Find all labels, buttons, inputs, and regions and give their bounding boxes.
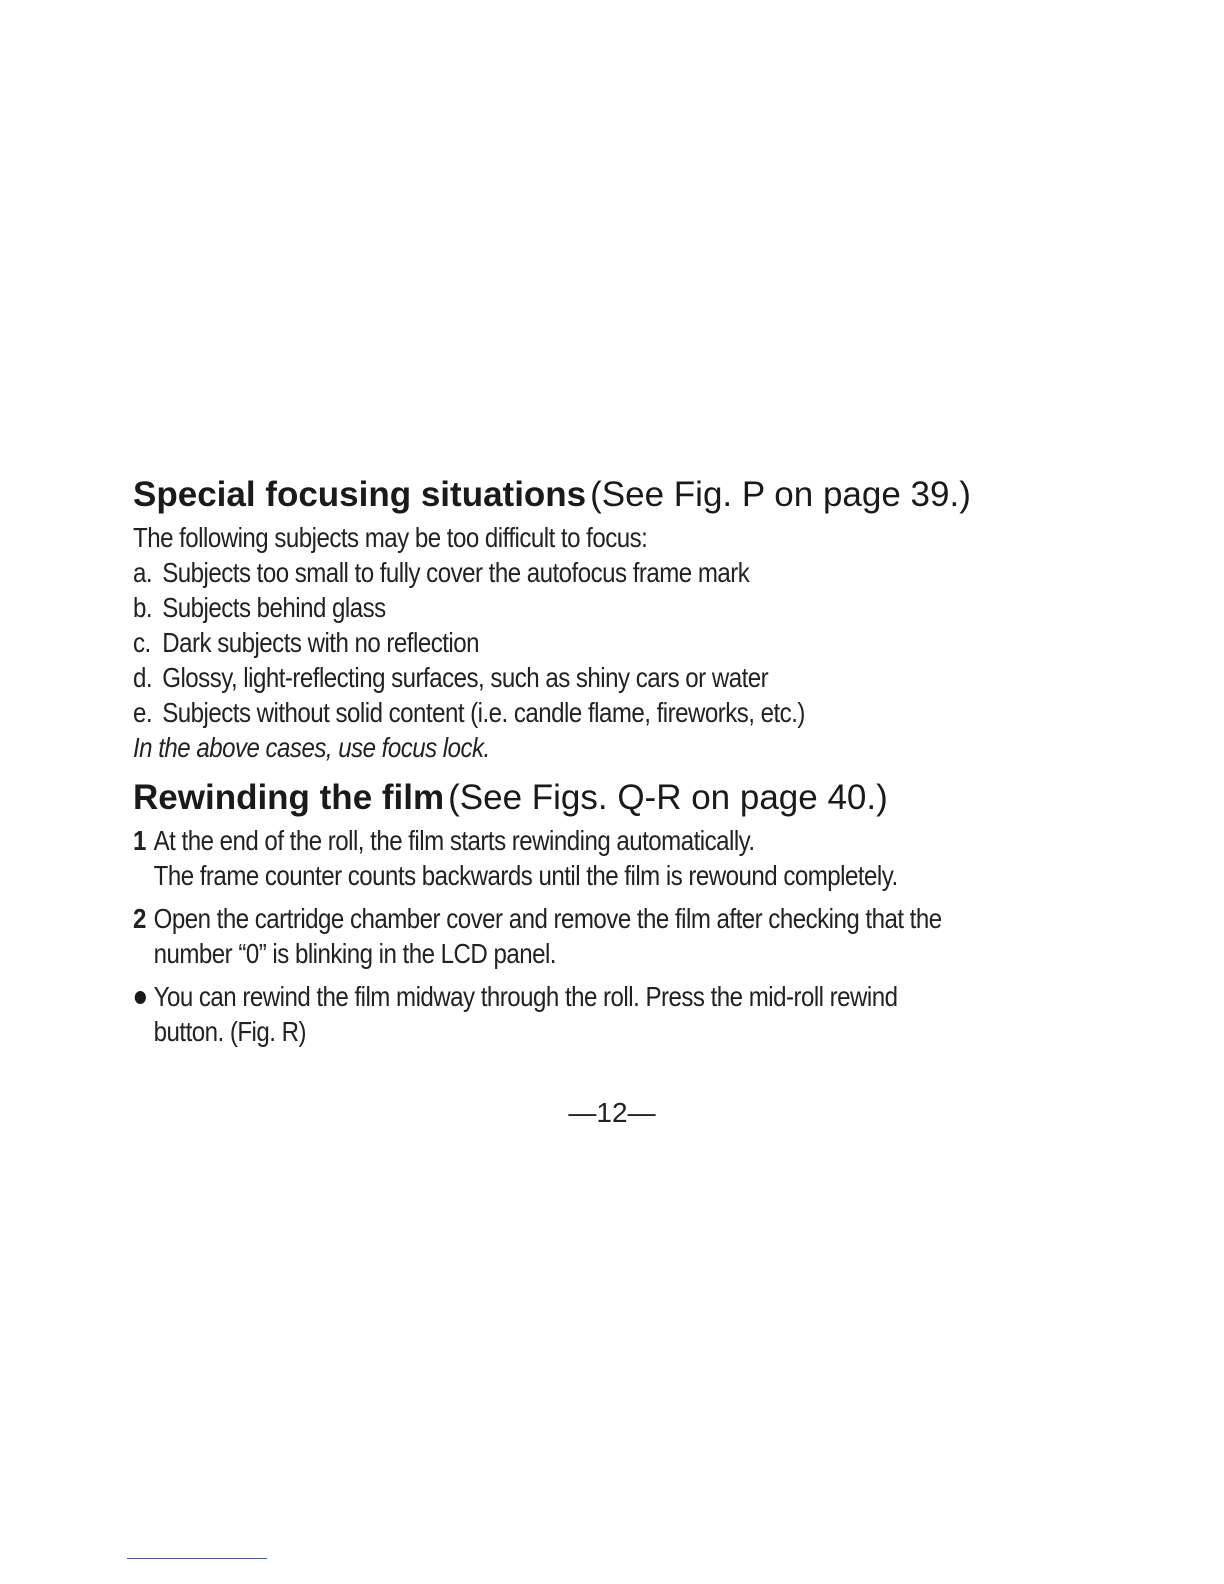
list-item — [133, 695, 976, 730]
bullet-text-line: button. (Fig. R) — [153, 1016, 306, 1047]
item-letter: e. — [133, 697, 153, 728]
step-text-line: At the end of the roll, the film starts rewinding automatically. — [153, 825, 755, 856]
step-text-line: Open the cartridge chamber cover and remove the film after checking that the — [153, 903, 942, 934]
section-heading — [133, 775, 1113, 821]
list-item — [133, 660, 976, 695]
step-item — [133, 823, 976, 893]
step-text-line: The frame counter counts backwards until the film is rewound completely. — [153, 860, 898, 891]
heading-title: Rewinding the film — [133, 778, 445, 817]
list-item — [133, 555, 976, 590]
list-item — [133, 590, 976, 625]
special-focusing-section — [133, 472, 1113, 765]
item-text: Glossy, light-reflecting surfaces, such as shiny cars or water — [162, 662, 769, 693]
intro-text: The following subjects may be too difficult to focus: — [133, 522, 648, 553]
item-text: Subjects without solid content (i.e. candle flame, fireworks, etc.) — [162, 697, 805, 728]
step-number: 1 — [133, 825, 146, 856]
step-number: 2 — [133, 903, 146, 934]
heading-figure-reference: (See Fig. P on page 39.) — [590, 475, 971, 514]
item-letter: d. — [133, 662, 153, 693]
heading-figure-reference: (See Figs. Q-R on page 40.) — [448, 778, 888, 817]
item-letter: c. — [133, 627, 151, 658]
item-text: Subjects too small to fully cover the autofocus frame mark — [162, 557, 750, 588]
bullet-note — [133, 979, 976, 1049]
item-text: Subjects behind glass — [162, 592, 386, 623]
list-item — [133, 625, 976, 660]
footer-divider — [127, 1558, 267, 1559]
bullet-text-line: You can rewind the film midway through the roll. Press the mid-roll rewind — [153, 981, 898, 1012]
item-text: Dark subjects with no reflection — [162, 627, 479, 658]
rewinding-section — [133, 775, 1113, 1049]
section-heading — [133, 472, 1113, 518]
bullet-dot-icon — [135, 991, 146, 1004]
step-text-line: number “0” is blinking in the LCD panel. — [153, 938, 556, 969]
italic-note: In the above cases, use focus lock. — [133, 732, 490, 763]
rewind-steps — [133, 823, 976, 1049]
page-number: —12— — [568, 1097, 656, 1128]
step-item — [133, 901, 976, 971]
heading-title: Special focusing situations — [133, 475, 587, 514]
difficult-subjects-list — [133, 555, 976, 730]
item-letter: a. — [133, 557, 153, 588]
item-letter: b. — [133, 592, 153, 623]
